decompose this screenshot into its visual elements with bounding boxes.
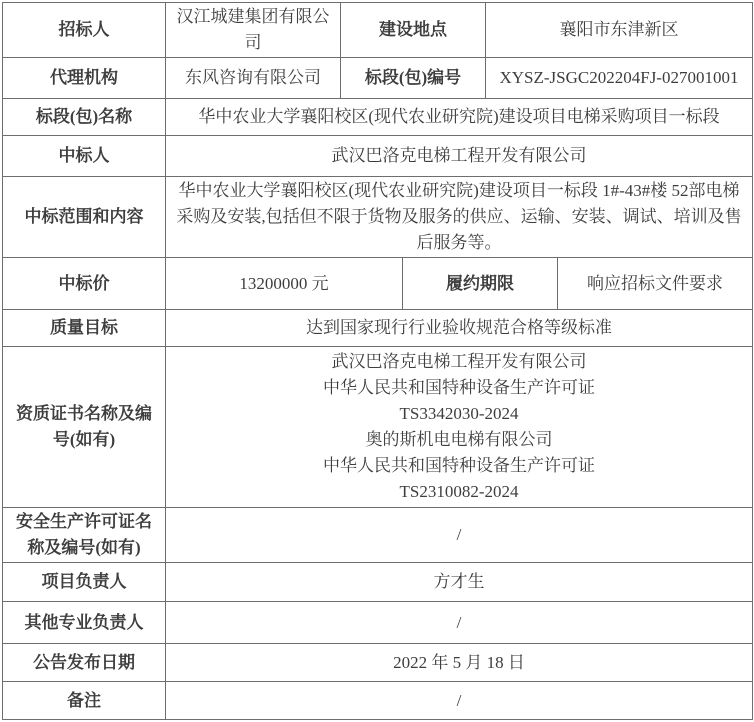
winner-value: 武汉巴洛克电梯工程开发有限公司 [166,136,753,177]
remarks-value: / [166,682,753,720]
quality-value: 达到国家现行行业验收规范合格等级标准 [166,310,753,347]
section-no-value: XYSZ-JSGC202204FJ-027001001 [486,58,753,99]
price-value: 13200000 元 [166,258,403,310]
row-scope [3,177,753,258]
row-remarks [3,682,753,720]
section-name-label: 标段(包)名称 [3,99,166,136]
safety-cert-label: 安全生产许可证名称及编号(如有) [3,508,166,563]
row-winner [3,136,753,177]
other-managers-value: / [166,602,753,644]
certificate-line: 武汉巴洛克电梯工程开发有限公司 [331,352,587,371]
section-no-label: 标段(包)编号 [341,58,486,99]
price-label: 中标价 [3,258,166,310]
row-tenderer [3,3,753,58]
announcement-table [2,2,753,720]
scope-label: 中标范围和内容 [3,177,166,258]
winner-label: 中标人 [3,136,166,177]
quality-label: 质量目标 [3,310,166,347]
publish-date-value: 2022 年 5 月 18 日 [166,644,753,682]
tenderer-value: 汉江城建集团有限公司 [166,3,341,58]
row-certificates [3,347,753,508]
location-value: 襄阳市东津新区 [486,3,753,58]
row-quality [3,310,753,347]
certificate-line: 中华人民共和国特种设备生产许可证 [323,378,595,397]
row-section-name [3,99,753,136]
certificates-value [166,347,753,508]
agency-label: 代理机构 [3,58,166,99]
row-price [3,258,753,310]
publish-date-label: 公告发布日期 [3,644,166,682]
row-safety-cert [3,508,753,563]
project-manager-label: 项目负责人 [3,563,166,602]
duration-label: 履约期限 [403,258,558,310]
duration-value: 响应招标文件要求 [558,258,753,310]
agency-value: 东风咨询有限公司 [166,58,341,99]
row-project-manager [3,563,753,602]
certificate-line: TS2310082-2024 [399,482,519,501]
certificate-line: 中华人民共和国特种设备生产许可证 [323,456,595,475]
certificate-line: TS3342030-2024 [399,404,519,423]
row-publish-date [3,644,753,682]
safety-cert-value: / [166,508,753,563]
row-agency [3,58,753,99]
tenderer-label: 招标人 [3,3,166,58]
other-managers-label: 其他专业负责人 [3,602,166,644]
scope-value: 华中农业大学襄阳校区(现代农业研究院)建设项目一标段 1#-43#楼 52部电梯采购及安装,包括但不限于货物及服务的供应、运输、安装、调试、培训及售后服务等。 [166,177,753,258]
location-label: 建设地点 [341,3,486,58]
section-name-value: 华中农业大学襄阳校区(现代农业研究院)建设项目电梯采购项目一标段 [166,99,753,136]
row-other-managers [3,602,753,644]
certificates-label: 资质证书名称及编号(如有) [3,347,166,508]
project-manager-value: 方才生 [166,563,753,602]
remarks-label: 备注 [3,682,166,720]
certificate-line: 奥的斯机电电梯有限公司 [365,430,553,449]
